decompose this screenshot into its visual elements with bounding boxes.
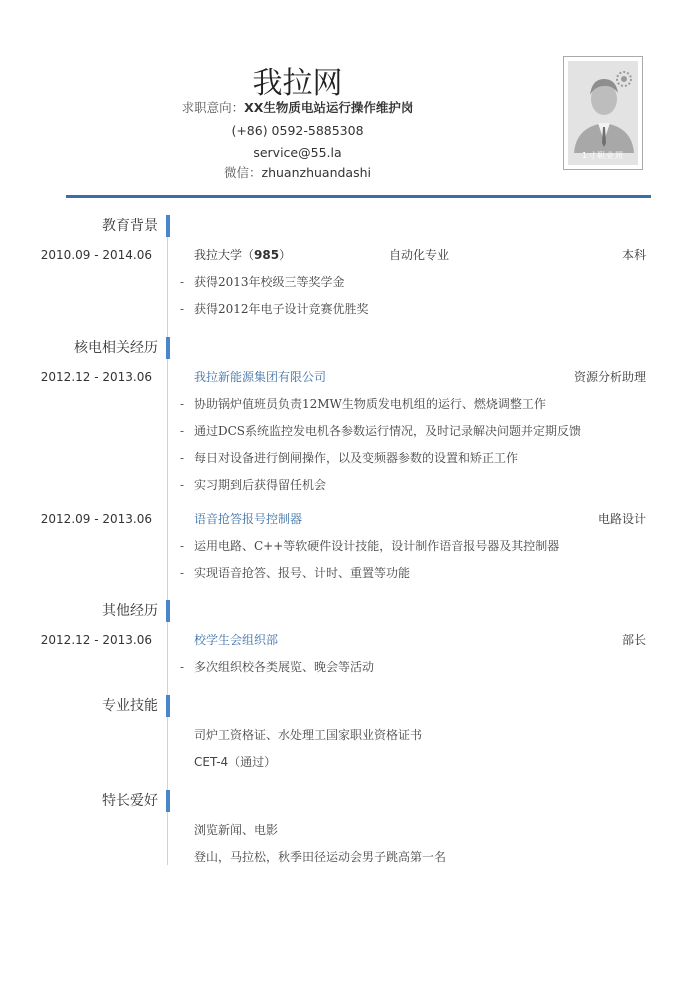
candidate-name: 我拉网 — [252, 66, 343, 101]
profile-photo — [563, 56, 643, 170]
bullet-marker: - — [180, 660, 185, 674]
list-item: 实习期到后获得留任机会 — [194, 478, 327, 492]
bullet-marker: - — [180, 566, 185, 580]
bullet-marker: - — [180, 302, 185, 316]
organization-name: 校学生会组织部 — [194, 633, 279, 647]
school-prefix: 我拉大学（ — [194, 248, 255, 262]
job-objective — [0, 100, 595, 116]
section-title-skills: 专业技能 — [102, 698, 158, 714]
cet-level: CET-4 — [194, 755, 229, 769]
hobby-line: 浏览新闻、电影 — [194, 823, 279, 837]
bullet-marker: - — [180, 424, 185, 438]
wechat-value: zhuanzhuandashi — [261, 165, 371, 180]
cet-status: （通过） — [228, 755, 277, 769]
skill-line: 司炉工资格证、水处理工国家职业资格证书 — [194, 728, 423, 742]
role-title: 电路设计 — [597, 512, 646, 526]
list-item: 运用电路、C++等软硬件设计技能，设计制作语音报号器及其控制器 — [194, 539, 560, 553]
list-item: 通过DCS系统监控发电机各参数运行情况，及时记录解决问题并定期反馈 — [194, 424, 582, 438]
wechat-label: 微信： — [224, 165, 262, 180]
role-title: 部长 — [621, 633, 646, 647]
section-title-other: 其他经历 — [102, 603, 158, 619]
photo-placeholder — [568, 61, 638, 165]
organization-name: 我拉新能源集团有限公司 — [194, 370, 327, 384]
list-item: 实现语音抢答、报号、计时、重置等功能 — [194, 566, 411, 580]
email-address: service@55.la — [253, 145, 342, 160]
photo-caption: 1寸职业照 — [581, 151, 625, 160]
section-marker — [166, 600, 170, 622]
list-item: 每日对设备进行倒闸操作，以及变频器参数的设置和矫正工作 — [194, 451, 519, 465]
section-marker — [166, 790, 170, 812]
education-date: 2010.09 - 2014.06 — [40, 248, 152, 262]
header-divider — [66, 195, 651, 198]
project-name: 语音抢答报号控制器 — [194, 512, 303, 526]
skill-line — [194, 754, 276, 770]
bullet-marker: - — [180, 478, 185, 492]
school-tier: 985 — [254, 248, 280, 262]
major: 自动化专业 — [389, 248, 450, 262]
timeline-line — [167, 215, 168, 865]
hobby-line: 登山，马拉松，秋季田径运动会男子跳高第一名 — [194, 850, 447, 864]
list-item: 获得2013年校级三等奖学金 — [194, 275, 345, 289]
list-item: 获得2012年电子设计竞赛优胜奖 — [194, 302, 369, 316]
section-title-hobbies: 特长爱好 — [102, 793, 158, 809]
role-title: 资源分析助理 — [573, 370, 646, 384]
experience-date: 2012.12 - 2013.06 — [40, 370, 152, 384]
list-item: 协助锅炉值班员负责12MW生物质发电机组的运行、燃烧调整工作 — [194, 397, 546, 411]
section-title-education: 教育背景 — [102, 218, 158, 234]
section-marker — [166, 695, 170, 717]
section-marker — [166, 337, 170, 359]
degree: 本科 — [621, 248, 646, 262]
objective-value: XX生物质电站运行操作维护岗 — [244, 100, 414, 115]
wechat — [0, 165, 595, 181]
bullet-marker: - — [180, 397, 185, 411]
bullet-marker: - — [180, 451, 185, 465]
section-marker — [166, 215, 170, 237]
bullet-marker: - — [180, 275, 185, 289]
objective-label: 求职意向： — [181, 100, 245, 115]
list-item: 多次组织校各类展览、晚会等活动 — [194, 660, 375, 674]
section-title-nuclear: 核电相关经历 — [74, 340, 158, 356]
school-name — [194, 247, 291, 263]
phone-number: (+86) 0592-5885308 — [231, 123, 364, 138]
experience-date: 2012.12 - 2013.06 — [40, 633, 152, 647]
experience-date: 2012.09 - 2013.06 — [40, 512, 152, 526]
bullet-marker: - — [180, 539, 185, 553]
school-suffix: ） — [279, 248, 292, 262]
